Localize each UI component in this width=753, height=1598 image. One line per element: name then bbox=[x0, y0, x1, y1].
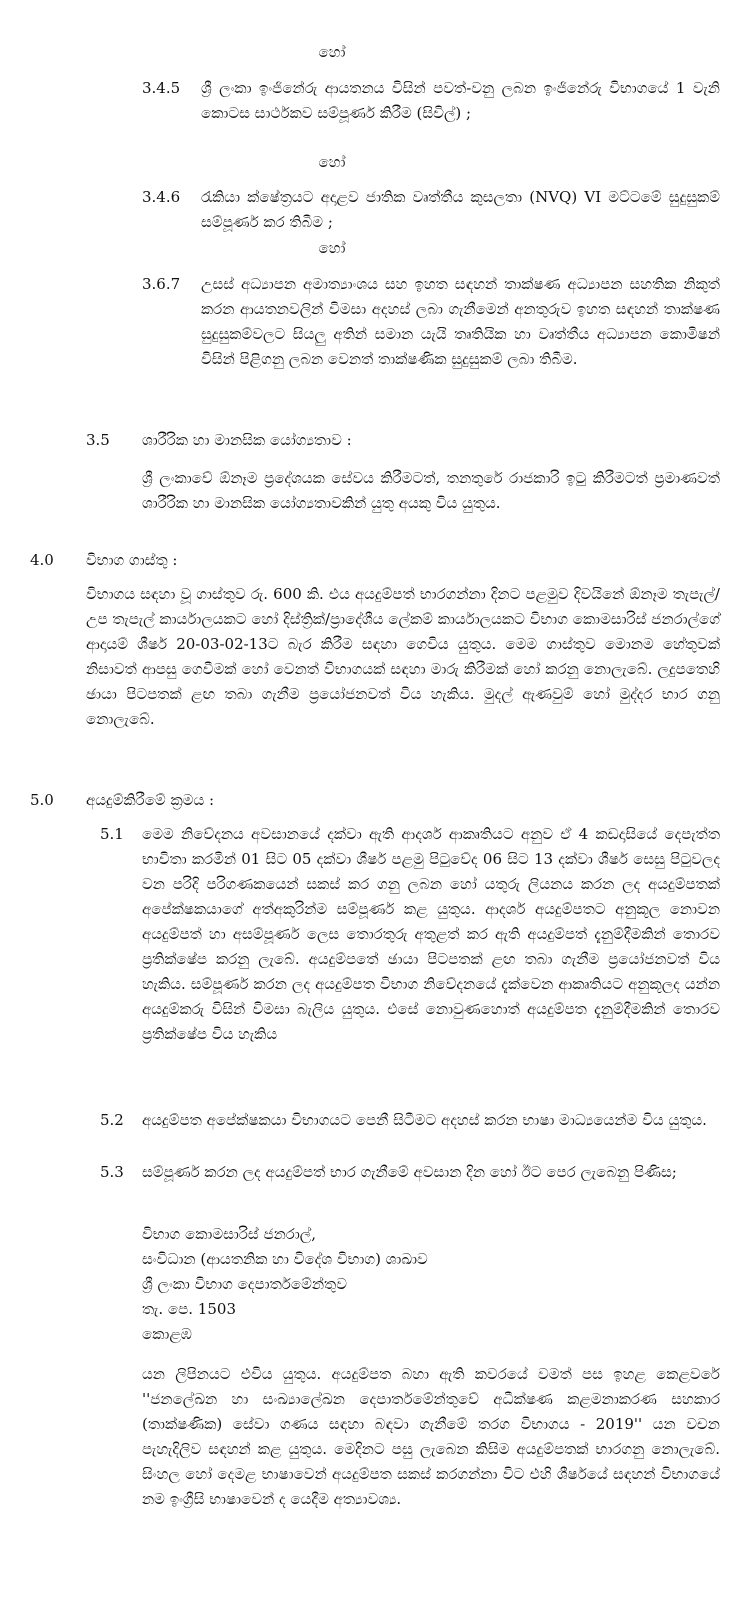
item-text-346: රැකියා ක්ෂේත්‍රයට අදාළව ජාතික වෘත්තීය කුසලතා (NVQ) VI මට්ටමේ සුදුසුකම් සම්පූර්ණ කර තිබීම ; bbox=[201, 188, 720, 231]
item-text-35: ශ්‍රී ලංකාවේ ඕනෑම ප්‍රදේශයක සේවය කිරීමටත්, තනතුරේ රාජකාරි ඉටු කිරීමටත් ප්‍රමාණවත් ශාරීරික හා මානසික යෝග්‍යතාවකින් යුතු අයකු විය යුතුය. bbox=[142, 469, 720, 512]
item-number-345: 3.4.5 bbox=[142, 79, 181, 97]
or-separator-2: හෝ bbox=[318, 153, 346, 171]
section-number-5: 5.0 bbox=[30, 791, 54, 809]
item-closing-text-53: යන ලිපිනයට එවිය යුතුය. අයදුම්පත බහා ඇති කවරයේ වමත් පස ඉහළ කෙළවරේ ''ජනලේඛන හා සංඛ්‍යාලේඛන දෙපාර්තමේන්තුවේ අධීක්ෂණ කළමනාකරණ සහකාර (තාක්ෂණික) සේවා ගණය සඳහා බඳවා ගැනීමේ තරග විභාගය - 2019'' යන වචන පැහැදිලිව සඳහන් කළ යුතුය. මෙදිනට පසු ලැබෙන කිසිම අයදුම්පතක් භාරගනු නොලැබේ. සිංහල හෝ දෙමළ භාෂාවෙන් අයදුම්පත සකස් කරගන්නා විට එහි ශීර්ෂයේ සඳහන් විභාගයේ නම ඉංග්‍රීසි භාෂාවෙන් ද යෙදීම අත්‍යාවශ්‍ය. bbox=[142, 1365, 720, 1508]
address-block bbox=[142, 1222, 428, 1347]
section-heading-5: අයදුම්කිරීමේ ක්‍රමය : bbox=[86, 791, 215, 809]
or-separator-1: හෝ bbox=[318, 43, 346, 61]
address-line: තැ. පෙ. 1503 bbox=[142, 1300, 236, 1318]
item-text-345: ශ්‍රී ලංකා ඉංජිනේරු ආයතනය විසින් පවත්-වනු ලබන ඉංජිනේරු විභාගයේ 1 වැනි කොටස සාර්ථකව සම්පූර්ණ කිරීම (සිවිල්) ; bbox=[201, 79, 720, 122]
or-separator-3: හෝ bbox=[318, 239, 346, 257]
item-text-51: මෙම නිවේදනය අවසානයේ දක්වා ඇති ආදර්ශ ආකෘතියට අනුව ඒ 4 කඩදාසියේ දෙපැත්ත භාවිතා කරමින් 01 සිට 05 දක්වා ශීර්ෂ පළමු පිටුවේද 06 සිට 13 දක්වා ශීර්ෂ සෙසු පිටුවලද වන පරිදි පරිගණකයෙන් සකස් කර ගනු ලබන හෝ යතුරු ලියනය කරන ලද අයදුම්පතක් අපේක්ෂකයාගේ අත්අකුරින්ම සම්පූර්ණ කළ යුතුය. ආදර්ශ අයදුම්පතට අනුකූල නොවන අයදුම්පත් හා අසම්පූර්ණ ලෙස තොරතුරු අතුළත් කර ඇති අයදුම්පත් දැනුම්දීමකින් තොරව ප්‍රතික්ෂේප කරනු ලැබේ. අයදුම්පතේ ඡායා පිටපතක් ළඟ තබා ගැනීම ප්‍රයෝජනවත් විය හැකිය. සම්පූර්ණ කරන ලද අයදුම්පත විභාග නිවේදනයේ දැක්වෙන ආකෘතියට අනුකූලද යන්න අයදුම්කරු විසින් විමසා බැලිය යුතුය. එසේ නොවුණහොත් අයදුම්පත දැනුම්දීමකින් තොරව ප්‍රතික්ෂේප විය හැකිය bbox=[142, 825, 720, 1043]
item-text-52: අයදුම්පත අපේක්ෂකයා විභාගයට පෙනී සිටීමට අදහස් කරන භාෂා මාධ්‍යයෙන්ම විය යුතුය. bbox=[142, 1111, 707, 1129]
section-number-4: 4.0 bbox=[30, 551, 54, 569]
item-number-51: 5.1 bbox=[100, 825, 124, 843]
section-text-4: විභාගය සඳහා වූ ගාස්තුව රු. 600 කි. එය අයදුම්පත් භාරගන්නා දිනට පළමුව දිවයිනේ ඕනෑම තැපැල්/උප තැපැල් කාර්යාලයකට හෝ දිස්ත්‍රික්/ප්‍රාදේශීය ලේකම් කාර්යාලයකට විභාග කොමසාරිස් ජනරාල්ගේ ආදායම් ශීර්ෂ 20-03-02-13ට බැර කිරීම සඳහා ගෙවිය යුතුය. මෙම ගාස්තුව මොනම හේතුවක් නිසාවත් ආපසු ගෙවීමක් හෝ වෙනත් විභාගයක් සඳහා මාරු කිරීමක් හෝ කරනු නොලැබේ. ලදුපතෙහි ඡායා පිටපතක් ළඟ තබා ගැනීම ප්‍රයෝජනවත් විය හැකිය. මුදල් ඇණවුම් හෝ මුද්දර භාර ගනු නොලැබේ. bbox=[86, 585, 720, 728]
address-line: විභාග කොමසාරිස් ජනරාල්, bbox=[142, 1225, 317, 1243]
item-text-367: උසස් අධ්‍යාපන අමාත්‍යාංශය සහ ඉහත සඳහන් තාක්ෂණ අධ්‍යාපන සහතික නිකුත් කරන ආයතනවලින් විමසා අදහස් ලබා ගැනීමෙන් අනතුරුව ඉහත සඳහන් තාක්ෂණ සුදුසුකම්වලට සියලු අතින් සමාන යැයි තෘතියික හා වෘත්තීය අධ්‍යාපන කොමිෂන් විසින් පිළිගනු ලබන වෙනත් තාක්ෂණික සුදුසුකම් ලබා තිබීම. bbox=[201, 275, 720, 368]
item-number-52: 5.2 bbox=[100, 1111, 124, 1129]
item-number-35: 3.5 bbox=[86, 431, 110, 449]
address-line: කොළඹ bbox=[142, 1325, 192, 1343]
item-number-367: 3.6.7 bbox=[142, 275, 181, 293]
item-number-346: 3.4.6 bbox=[142, 188, 181, 206]
item-number-53: 5.3 bbox=[100, 1163, 124, 1181]
address-line: ශ්‍රී ලංකා විභාග දෙපාර්තමේන්තුව bbox=[142, 1275, 348, 1293]
address-line: සංවිධාන (ආයතනික හා විදේශ විභාග) ශාඛාව bbox=[142, 1250, 428, 1268]
item-text-53: සම්පූර්ණ කරන ලද අයදුම්පත් භාර ගැනීමේ අවසාන දින හෝ ඊට පෙර ලැබෙනු පිණිස; bbox=[142, 1163, 677, 1181]
item-heading-35: ශාරීරික හා මානසික යෝග්‍යතාව : bbox=[142, 431, 352, 449]
section-heading-4: විභාග ගාස්තු : bbox=[86, 551, 178, 569]
